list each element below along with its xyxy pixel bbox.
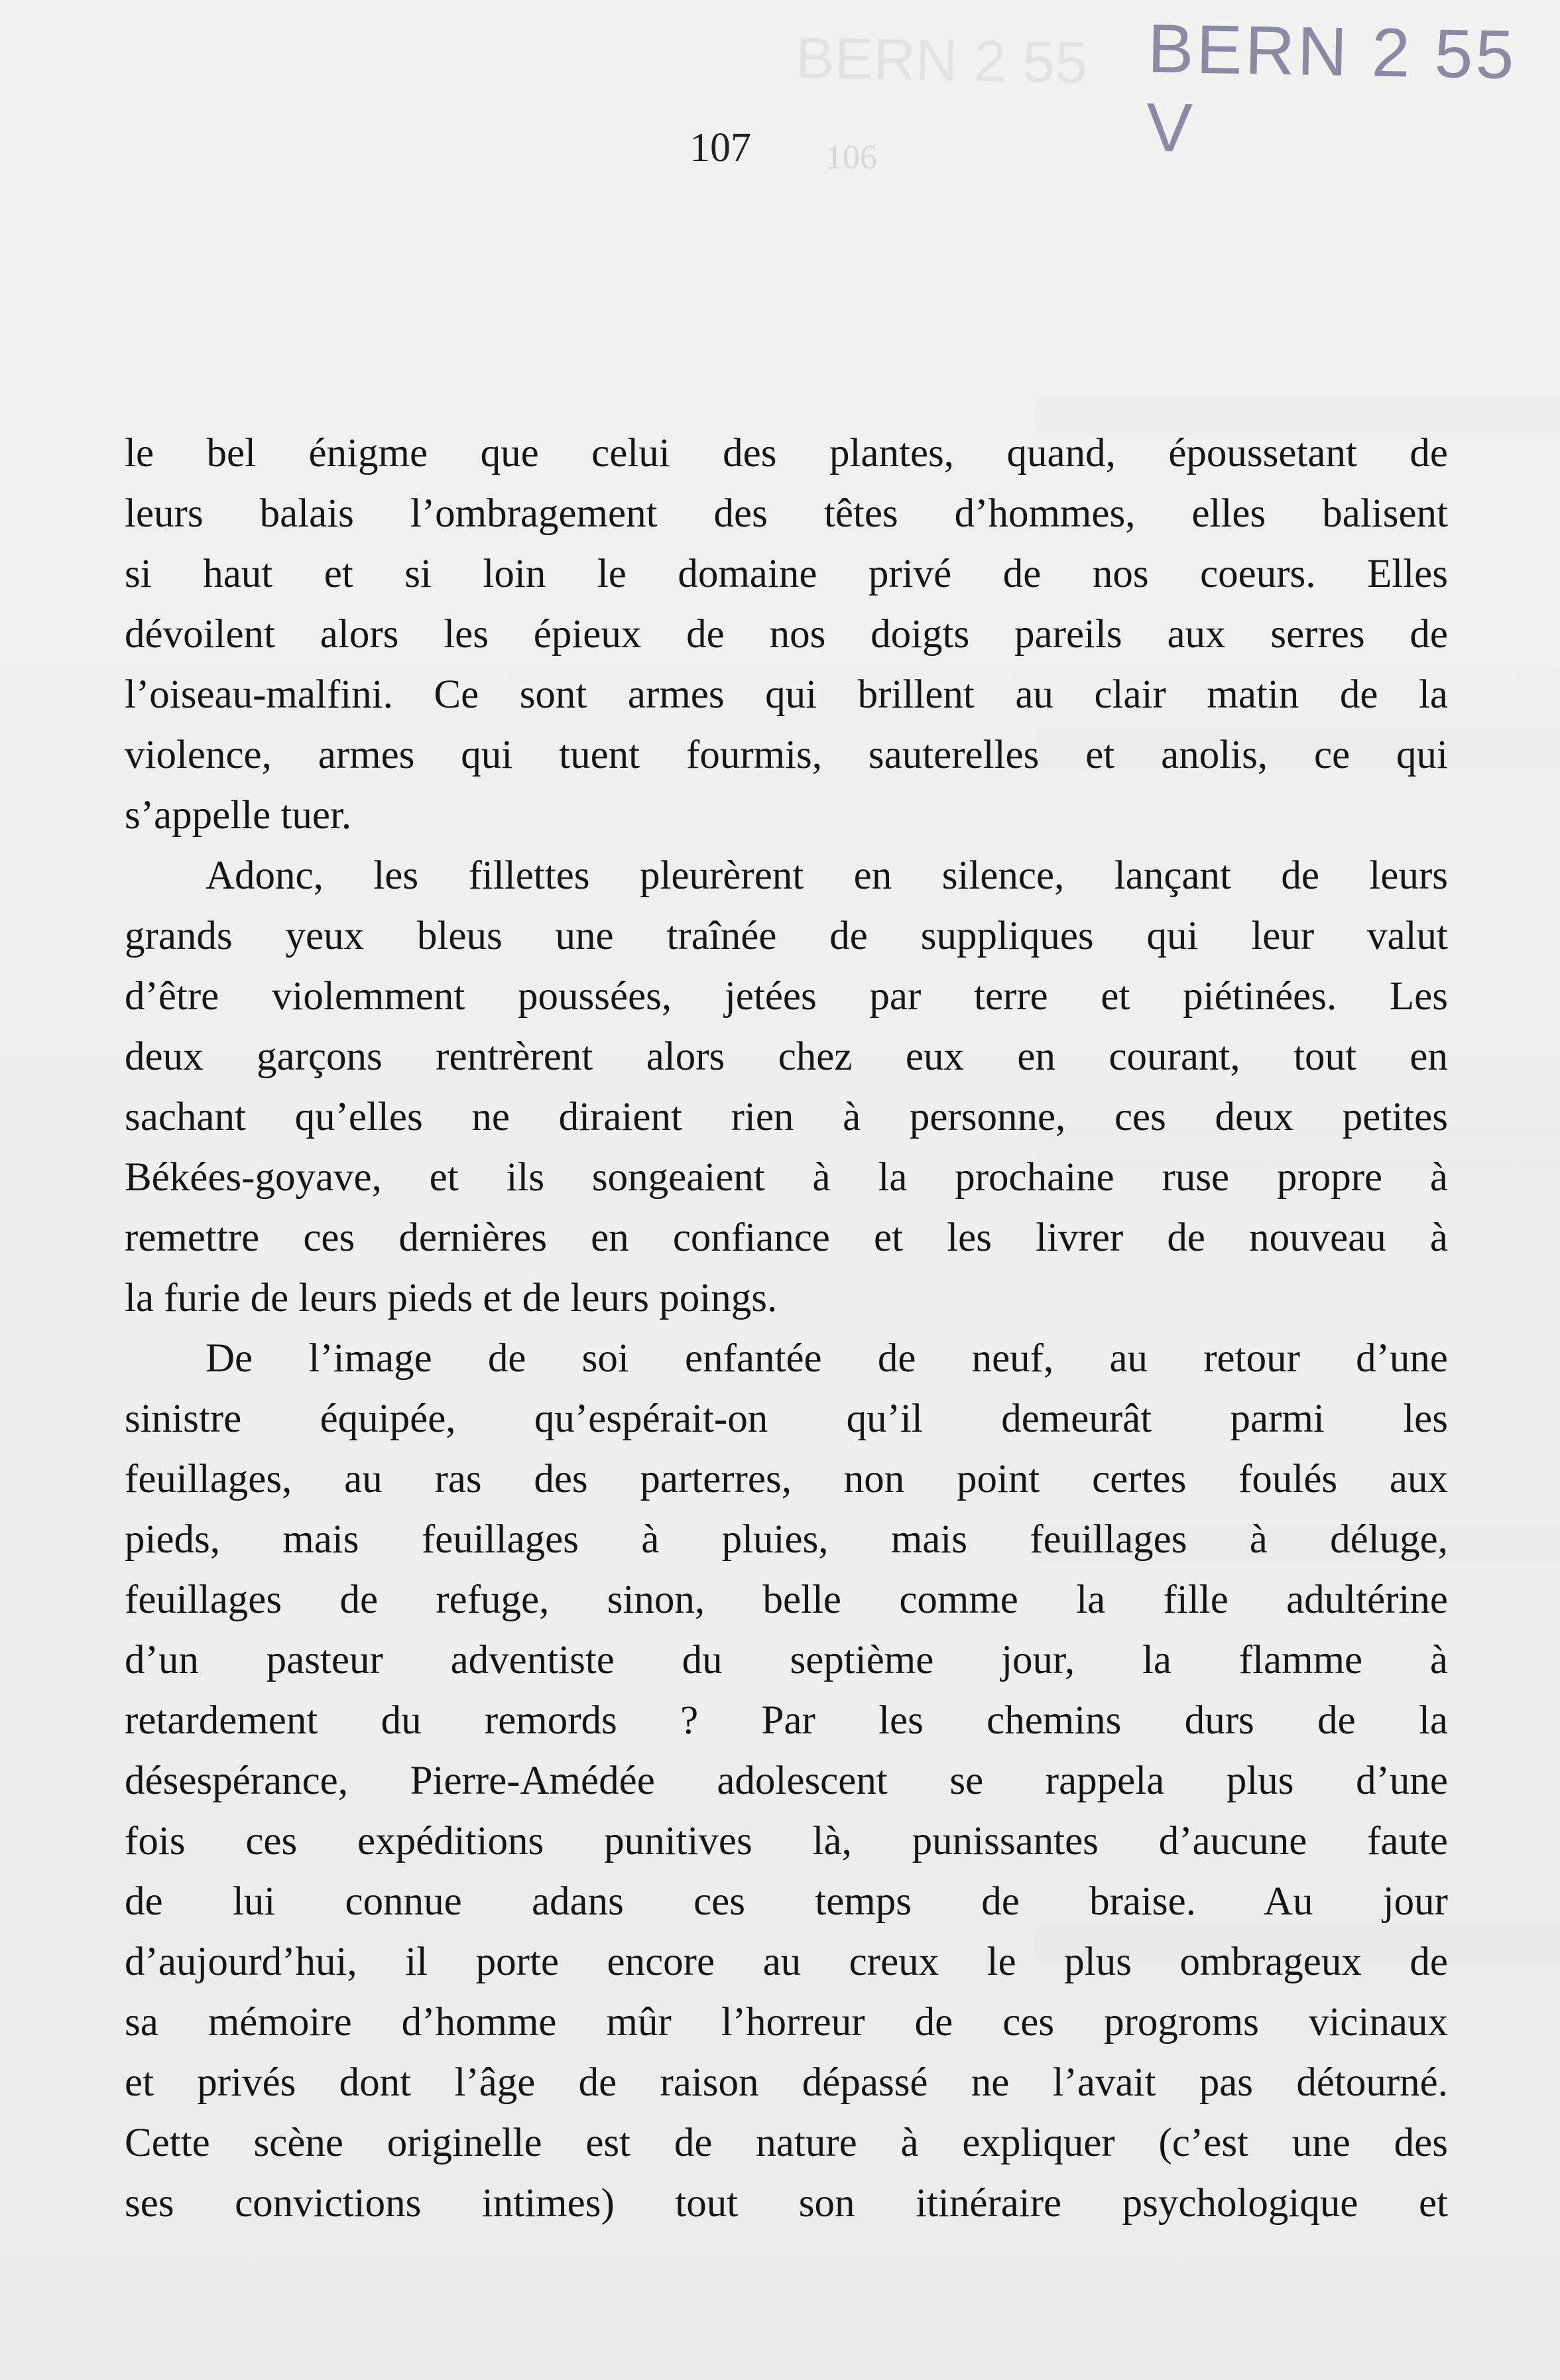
text-line: feuillages de refuge, sinon, belle comme la fille adultérine xyxy=(125,1578,1448,1622)
text-line: et privés dont l’âge de raison dépassé ne l’avait pas détourné. xyxy=(125,2060,1448,2105)
text-line: sa mémoire d’homme mûr l’horreur de ces progroms vicinaux xyxy=(125,2000,1448,2044)
text-line: sachant qu’elles ne diraient rien à personne, ces deux petites xyxy=(125,1095,1448,1139)
page-number: 107 xyxy=(690,125,751,170)
text-line: leurs balais l’ombragement des têtes d’hommes, elles balisent xyxy=(125,491,1448,536)
text-line: deux garçons rentrèrent alors chez eux en courant, tout en xyxy=(125,1034,1448,1079)
text-line: désespérance, Pierre-Amédée adolescent se rappela plus d’une xyxy=(125,1759,1448,1803)
text-line: l’oiseau-malfini. Ce sont armes qui brillent au clair matin de la xyxy=(125,672,1448,717)
text-line: dévoilent alors les épieux de nos doigts pareils aux serres de xyxy=(125,612,1448,657)
text-line: Cette scène originelle est de nature à expliquer (c’est une des xyxy=(125,2121,1448,2165)
text-line: d’aujourd’hui, il porte encore au creux le plus ombrageux de xyxy=(125,1940,1448,1984)
text-line: Adonc, les fillettes pleurèrent en silence, lançant de leurs xyxy=(206,853,1448,898)
text-line: ses convictions intimes) tout son itinéraire psychologique et xyxy=(125,2181,1448,2225)
text-line: d’un pasteur adventiste du septième jour, la flamme à xyxy=(125,1638,1448,1682)
text-line: d’être violemment poussées, jetées par terre et piétinées. Les xyxy=(125,974,1448,1019)
text-line: la furie de leurs pieds et de leurs poings. xyxy=(125,1276,778,1320)
body-text xyxy=(125,423,1448,2233)
text-line: retardement du remords ? Par les chemins durs de la xyxy=(125,1698,1448,1743)
text-line: le bel énigme que celui des plantes, quand, époussetant de xyxy=(125,431,1448,475)
text-line: grands yeux bleus une traînée de suppliques qui leur valut xyxy=(125,914,1448,958)
text-line: de lui connue adans ces temps de braise. Au jour xyxy=(125,1879,1448,1924)
bleed-through-page-number: 106 xyxy=(825,139,877,176)
bleed-through-annotation: BERN 2 55 xyxy=(795,25,1089,95)
text-line: Békées-goyave, et ils songeaient à la prochaine ruse propre à xyxy=(125,1155,1448,1200)
text-line: pieds, mais feuillages à pluies, mais feuillages à déluge, xyxy=(125,1517,1448,1562)
text-line: fois ces expéditions punitives là, punissantes d’aucune faute xyxy=(125,1819,1448,1863)
text-line: sinistre équipée, qu’espérait-on qu’il demeurât parmi les xyxy=(125,1397,1448,1441)
text-line: violence, armes qui tuent fourmis, sauterelles et anolis, ce qui xyxy=(125,733,1448,777)
text-line: remettre ces dernières en confiance et les livrer de nouveau à xyxy=(125,1216,1448,1260)
text-line: si haut et si loin le domaine privé de nos coeurs. Elles xyxy=(125,552,1448,596)
text-line: feuillages, au ras des parterres, non point certes foulés aux xyxy=(125,1457,1448,1501)
text-line: s’appelle tuer. xyxy=(125,793,352,838)
handwritten-annotation: BERN 2 55 V xyxy=(1146,10,1518,167)
text-line: De l’image de soi enfantée de neuf, au retour d’une xyxy=(206,1336,1448,1381)
